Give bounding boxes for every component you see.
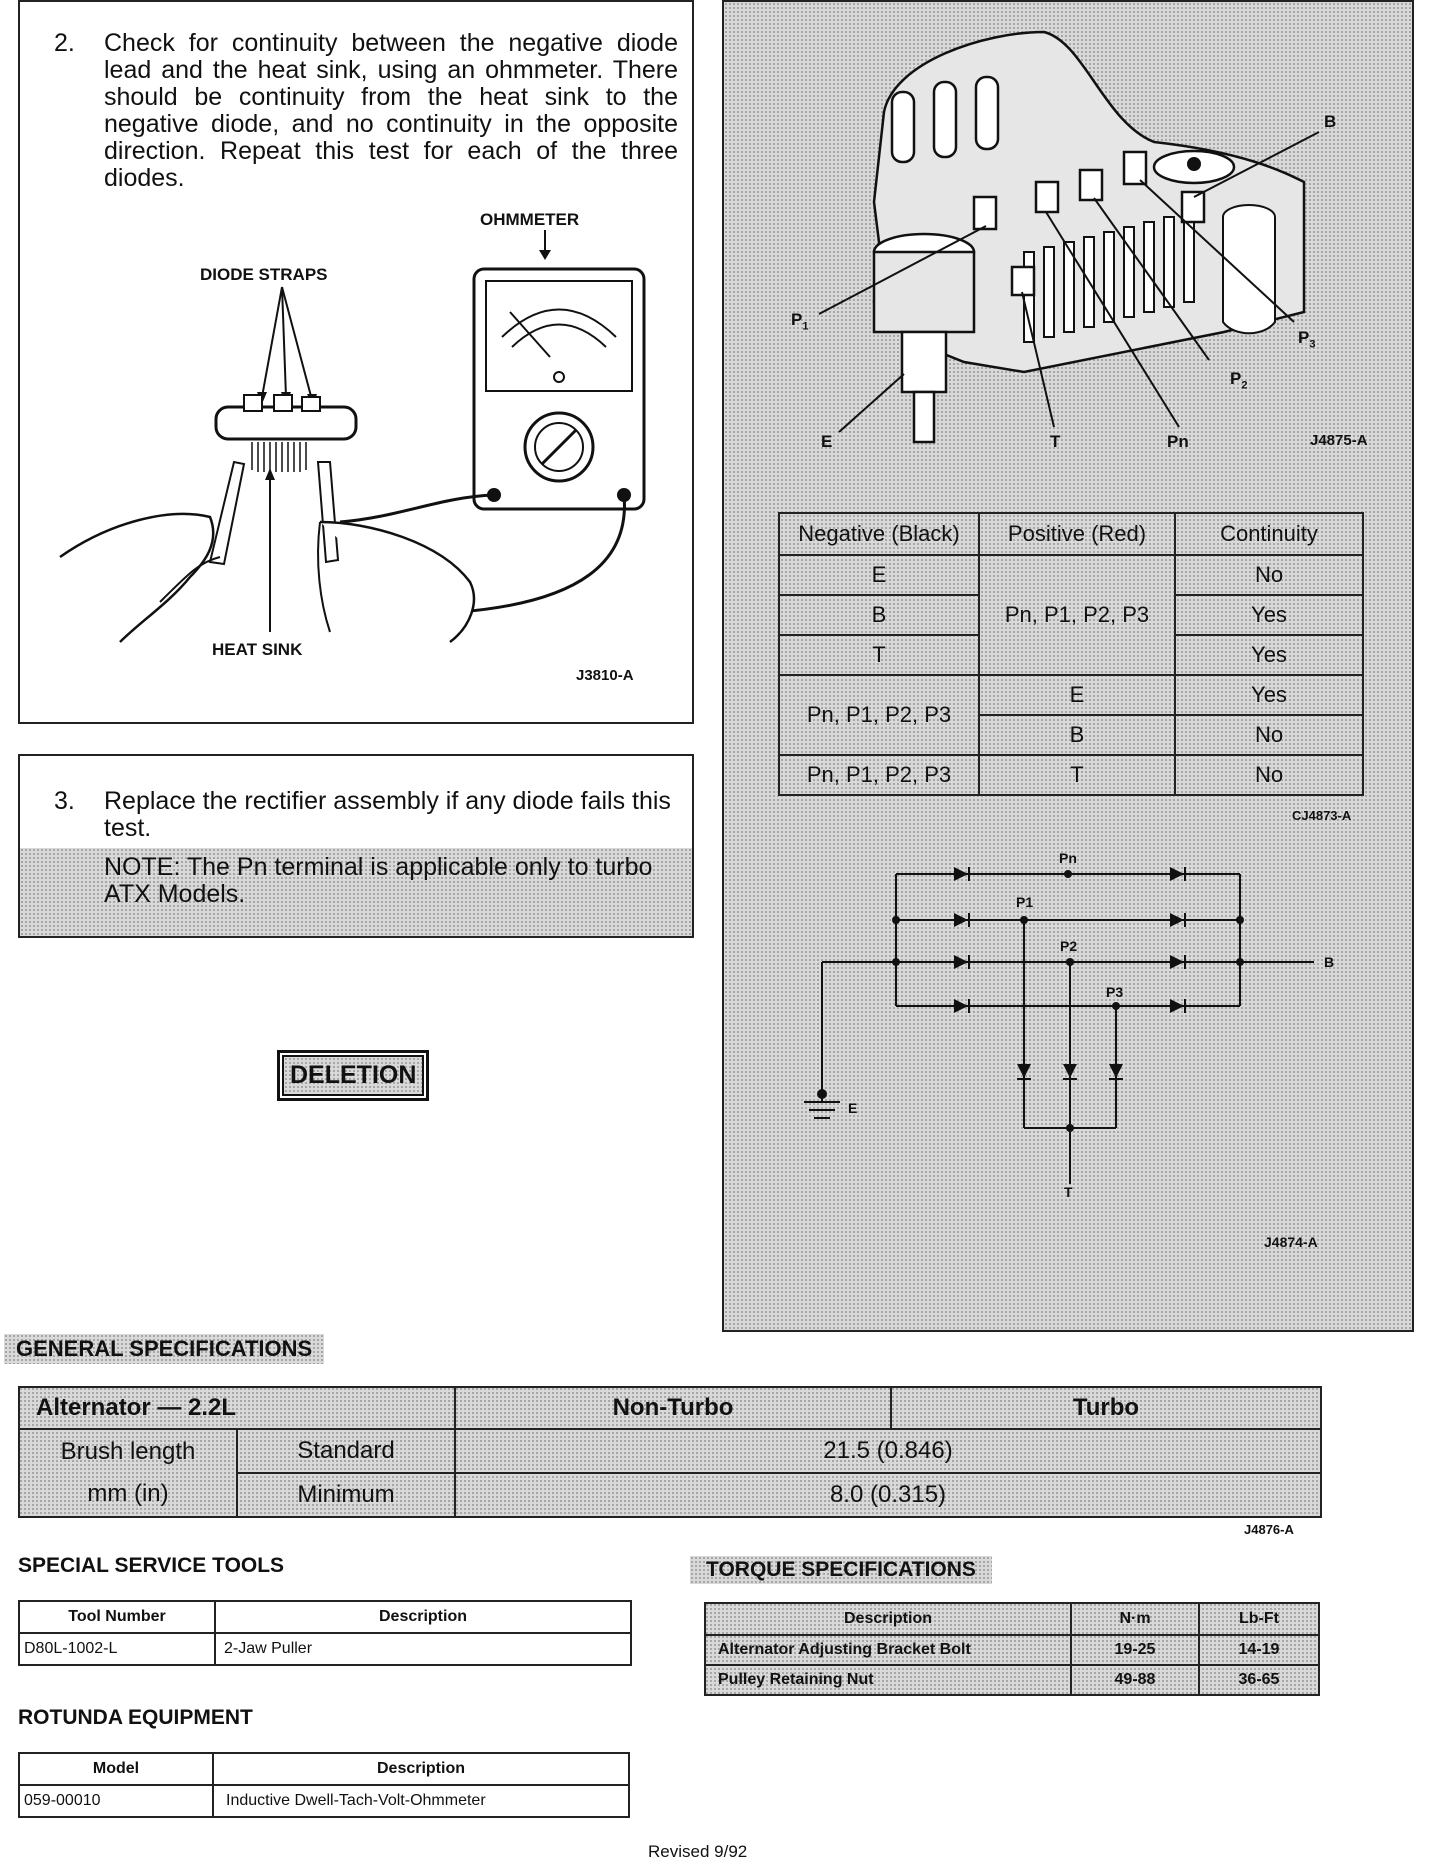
torque-description-cell: Alternator Adjusting Bracket Bolt	[705, 1635, 1071, 1665]
pos-cell: E	[979, 675, 1175, 715]
rect-label-t: T	[1050, 432, 1061, 451]
table-row	[705, 1665, 1319, 1695]
step2-number: 2.	[54, 29, 75, 57]
special-tools-title: SPECIAL SERVICE TOOLS	[18, 1554, 285, 1577]
step3-note-panel	[20, 848, 692, 936]
special-tools-table	[18, 1600, 632, 1666]
torque-description-cell: Pulley Retaining Nut	[705, 1665, 1071, 1695]
torque-nm-cell: 49-88	[1071, 1665, 1199, 1695]
pos-cell: B	[979, 715, 1175, 755]
rect-label-e: E	[821, 432, 833, 451]
header-continuity: Continuity	[1175, 513, 1363, 555]
header-negative: Negative (Black)	[779, 513, 979, 555]
rect-label-b: B	[1324, 112, 1337, 131]
rect-label-p1: $P_1$	[791, 310, 809, 333]
torque-nm-cell: 19-25	[1071, 1635, 1199, 1665]
heat-sink-label: HEAT SINK	[212, 640, 303, 659]
table-row	[779, 555, 1363, 595]
cont-cell: No	[1175, 555, 1363, 595]
deletion-stamp: DELETION	[277, 1050, 429, 1101]
rotunda-title: ROTUNDA EQUIPMENT	[18, 1706, 253, 1729]
equipment-description-cell: Inductive Dwell-Tach-Volt-Ohmmeter	[213, 1785, 629, 1817]
neg-cell: B	[779, 595, 979, 635]
step3-number: 3.	[54, 787, 75, 815]
tool-description-cell: 2-Jaw Puller	[215, 1633, 631, 1665]
header-torque-description: Description	[705, 1603, 1071, 1635]
torque-table	[704, 1602, 1320, 1696]
table-row	[705, 1635, 1319, 1665]
sub-cell: Standard	[237, 1429, 455, 1473]
header-description: Description	[215, 1601, 631, 1633]
value-cell: 8.0 (0.315)	[455, 1473, 1321, 1517]
fig-code-cj4873: CJ4873-A	[1292, 808, 1352, 823]
header-description: Description	[213, 1753, 629, 1785]
sub-cell: Minimum	[237, 1473, 455, 1517]
general-specs-table	[18, 1386, 1322, 1518]
neg-cell: T	[779, 635, 979, 675]
rectifier-assembly-illustration	[724, 2, 1414, 502]
fig-code-j3810: J3810-A	[576, 667, 634, 684]
sch-label-t: T	[1064, 1184, 1073, 1200]
rect-label-p2: $P_2$	[1230, 369, 1248, 392]
header-alternator: Alternator — 2.2L	[19, 1387, 455, 1429]
header-non-turbo: Non-Turbo	[455, 1387, 891, 1429]
fig-code-j4876: J4876-A	[1244, 1522, 1294, 1537]
cont-cell: Yes	[1175, 595, 1363, 635]
value-cell: 21.5 (0.846)	[455, 1429, 1321, 1473]
revision-footer: Revised 9/92	[648, 1842, 748, 1861]
ohmmeter-label: OHMMETER	[480, 210, 580, 229]
sch-label-e: E	[848, 1100, 858, 1116]
header-turbo: Turbo	[891, 1387, 1321, 1429]
step3-text: Replace the rectifier assembly if any diode fails this test.	[104, 787, 671, 842]
fig-code-j4875: J4875-A	[1310, 432, 1368, 449]
step3-box	[18, 754, 694, 938]
rect-label-p3: $P_3$	[1298, 328, 1316, 351]
neg-cell: E	[779, 555, 979, 595]
header-model: Model	[19, 1753, 213, 1785]
step3-note: NOTE: The Pn terminal is applicable only to turbo ATX Models.	[104, 853, 653, 908]
pos-cell: T	[979, 755, 1175, 795]
table-row	[779, 675, 1363, 715]
table-row	[19, 1785, 629, 1817]
torque-title: TORQUE SPECIFICATIONS	[690, 1556, 992, 1584]
pos-group-cell: Pn, P1, P2, P3	[979, 555, 1175, 675]
torque-lbft-cell: 36-65	[1199, 1665, 1319, 1695]
model-cell: 059-00010	[19, 1785, 213, 1817]
rectifier-figure-panel	[722, 0, 1414, 1332]
tool-number-cell: D80L-1002-L	[19, 1633, 215, 1665]
header-lbft: Lb-Ft	[1199, 1603, 1319, 1635]
sch-label-b: B	[1324, 954, 1335, 970]
sch-label-pn: Pn	[1059, 850, 1077, 866]
step2-text: Check for continuity between the negative diode lead and the heat sink, using an ohmmeter. There should be continuity from the heat sink to the negative diode, and no continuity in the opposite direction. Repeat this test for each of the three diodes.	[104, 29, 678, 192]
cont-cell: No	[1175, 755, 1363, 795]
table-row	[779, 755, 1363, 795]
sch-label-p2: P2	[1060, 938, 1078, 954]
torque-lbft-cell: 14-19	[1199, 1635, 1319, 1665]
general-specs-title: GENERAL SPECIFICATIONS	[4, 1334, 324, 1364]
neg-cell: Pn, P1, P2, P3	[779, 755, 979, 795]
cont-cell: Yes	[1175, 675, 1363, 715]
brush-length-cell: Brush length mm (in)	[19, 1429, 237, 1517]
header-tool-number: Tool Number	[19, 1601, 215, 1633]
step2-box	[18, 0, 694, 724]
rectifier-schematic	[724, 832, 1414, 1212]
diode-straps-label: DIODE STRAPS	[200, 265, 328, 284]
header-nm: N·m	[1071, 1603, 1199, 1635]
header-positive: Positive (Red)	[979, 513, 1175, 555]
rect-label-pn: Pn	[1167, 432, 1189, 451]
cont-cell: Yes	[1175, 635, 1363, 675]
ohmmeter-test-illustration	[20, 2, 692, 722]
rotunda-table	[18, 1752, 630, 1818]
sch-label-p1: P1	[1016, 894, 1034, 910]
fig-code-j4874: J4874-A	[1264, 1234, 1318, 1250]
continuity-table	[778, 512, 1364, 796]
neg-group-cell: Pn, P1, P2, P3	[779, 675, 979, 755]
ohmmeter-dial	[486, 281, 632, 391]
sch-label-p3: P3	[1106, 984, 1124, 1000]
table-row	[19, 1429, 1321, 1473]
cont-cell: No	[1175, 715, 1363, 755]
table-row	[19, 1633, 631, 1665]
